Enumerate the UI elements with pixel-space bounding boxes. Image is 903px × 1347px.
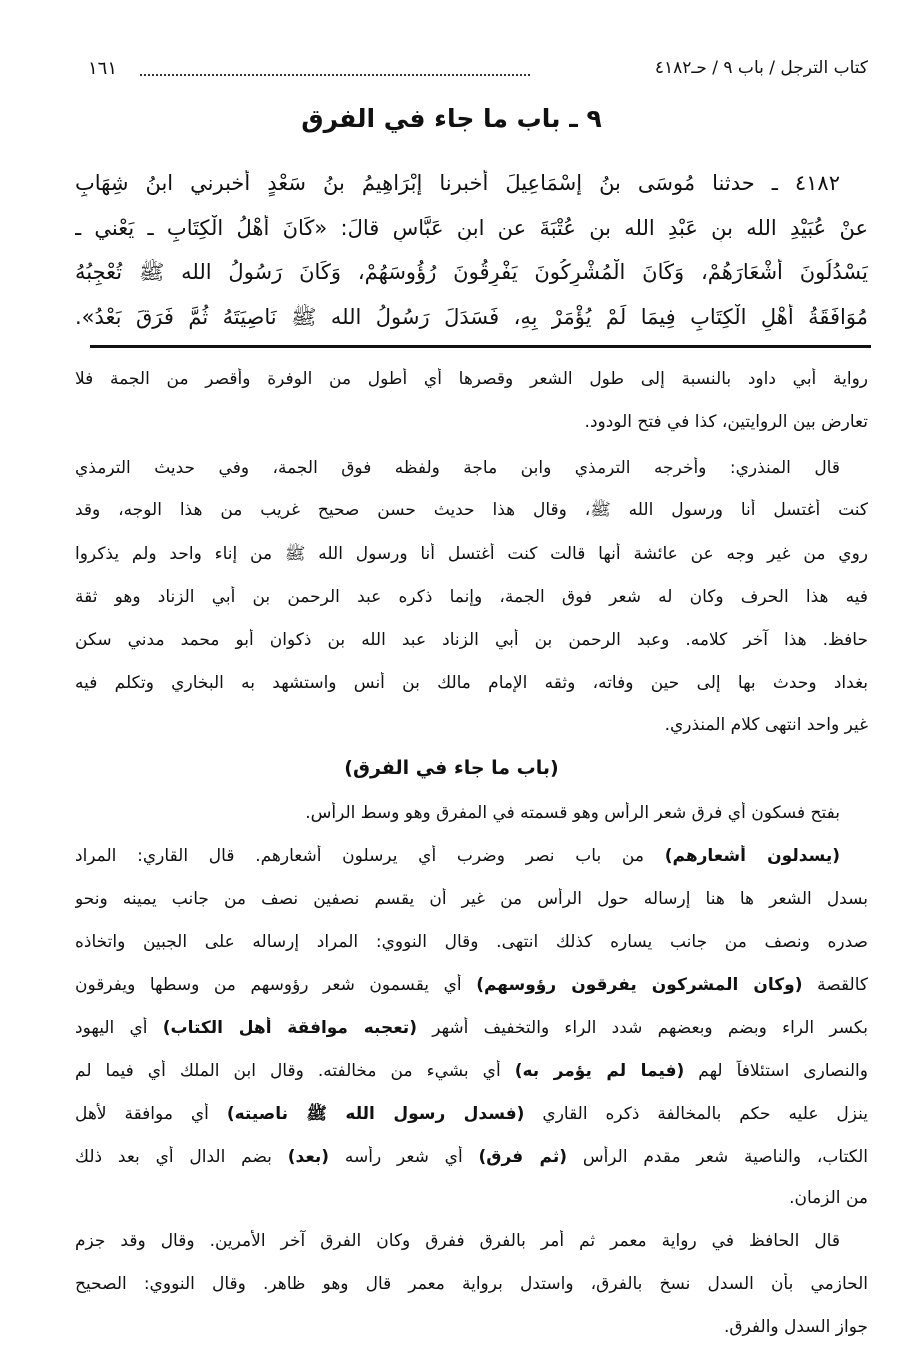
commentary-line: رواية أبي داود بالنسبة إلى طول الشعر وقصرها أي أطول من الوفرة وأقصر من الجمة فلا [75, 369, 868, 389]
commentary-line: والنصارى استئلافاً لهم (فيما لم يؤمر به) أي بشيء من مخالفته. وقال ابن الملك أي فيما لم [75, 1061, 868, 1081]
page-number: ١٦١ [88, 58, 118, 79]
commentary-line: من الزمان. [789, 1188, 868, 1208]
commentary-line: تعارض بين الروايتين، كذا في فتح الودود. [584, 412, 868, 432]
commentary-line: الكتاب، والناصية شعر مقدم الرأس (ثم فرق) أي شعر رأسه (بعد) بضم الدال أي بعد ذلك [75, 1147, 868, 1167]
commentary-line: بسدل الشعر ها هنا إرساله حول الرأس من غير أن يقسم نصفين نصف من جانب يمينه ونحو [75, 889, 868, 909]
chapter-title: ٩ ـ باب ما جاء في الفرق [301, 104, 602, 133]
commentary-line: (يسدلون أشعارهم) من باب نصر وضرب أي يرسلون أشعارهم. قال القاري: المراد [75, 846, 840, 866]
commentary-line: ينزل عليه حكم بالمخالفة ذكره القاري (فسدل رسول الله ﷺ ناصيته) أي موافقة لأهل [75, 1104, 868, 1124]
hadith-line: ٤١٨٢ ـ حدثنا مُوسَى بنُ إسْمَاعِيلَ أخبرنا إبْرَاهِيمُ بنُ سَعْدٍ أخبرني ابنُ شِهَابٍ [75, 171, 840, 195]
commentary-line: بكسر الراء وبضم وبعضهم شدد الراء والتخفيف أشهر (تعجبه موافقة أهل الكتاب) أي اليهود [75, 1018, 868, 1038]
commentary-line: بغداد وحدث بها إلى حين وفاته، وثقه الإمام مالك بن أنس واستشهد به البخاري وتكلم فيه [75, 673, 868, 693]
header-leader-dots [140, 64, 530, 76]
commentary-line: صدره ونصف من جانب يساره كذلك انتهى. وقال النووي: المراد إرساله على الجبين واتخاذه [75, 932, 868, 952]
hadith-line: يَسْدُلُونَ أَشْعَارَهُمْ، وَكَانَ الْمُشْرِكُونَ يَفْرِقُونَ رُؤُوسَهُمْ، وَكَانَ رَسُولُ الله ﷺ تُعْجِبُهُ [75, 260, 868, 284]
commentary-line: حافظ. هذا آخر كلامه. وعبد الرحمن بن أبي الزناد عبد الله بن ذكوان أبو محمد مدني سكن [75, 630, 868, 650]
commentary-line: الحازمي بأن السدل نسخ بالفرق، واستدل برواية معمر قال وهو ظاهر. وقال النووي: الصحيح [75, 1274, 868, 1294]
commentary-line: كنت أغتسل أنا ورسول الله ﷺ، وقال هذا حديث حسن صحيح غريب من هذا الوجه، وقد [75, 500, 868, 520]
hadith-line: مُوَافَقَةُ أَهْلِ الْكِتَابِ فِيمَا لَمْ يُؤْمَرْ بِهِ، فَسَدَلَ رَسُولُ الله ﷺ نَاصِيَتَهُ ثُمَّ فَرَقَ بَعْدُ». [75, 305, 868, 329]
commentary-line: فيه هذا الحرف وكان له شعر فوق الجمة، وإنما ذكره عبد الرحمن بن أبي الزناد وهو ثقة [75, 587, 868, 607]
commentary-line: قال الحافظ في رواية معمر ثم أمر بالفرق ففرق وكان الفرق آخر الأمرين. وقال وقد جزم [75, 1231, 840, 1251]
commentary-line: كالقصة (وكان المشركون يفرقون رؤوسهم) أي يقسمون شعر رؤوسهم من وسطها ويفرقون [75, 975, 868, 995]
separator-rule [90, 345, 871, 348]
commentary-line: قال المنذري: وأخرجه الترمذي وابن ماجة ولفظه فوق الجمة، وفي حديث الترمذي [75, 458, 840, 478]
section-subheading: (باب ما جاء في الفرق) [344, 757, 559, 779]
commentary-line: جواز السدل والفرق. [723, 1317, 868, 1337]
commentary-line: غير واحد انتهى كلام المنذري. [664, 715, 868, 735]
hadith-line: عنْ عُبَيْدِ الله بنِ عَبْدِ الله بنِ عُتْبَةَ عن ابنِ عَبَّاسٍ قالَ: «كَانَ أَهْلُ الْكِتَابِ ـ يَعْني ـ [75, 216, 868, 240]
commentary-line: روي من غير وجه عن عائشة أنها قالت كنت أغتسل أنا ورسول الله ﷺ من إناء واحد ولم يذكروا [75, 544, 868, 564]
commentary-line: بفتح فسكون أي فرق شعر الرأس وهو قسمته في المفرق وهو وسط الرأس. [305, 803, 840, 823]
running-title: كتاب الترجل / باب ٩ / حـ٤١٨٢ [654, 58, 868, 78]
